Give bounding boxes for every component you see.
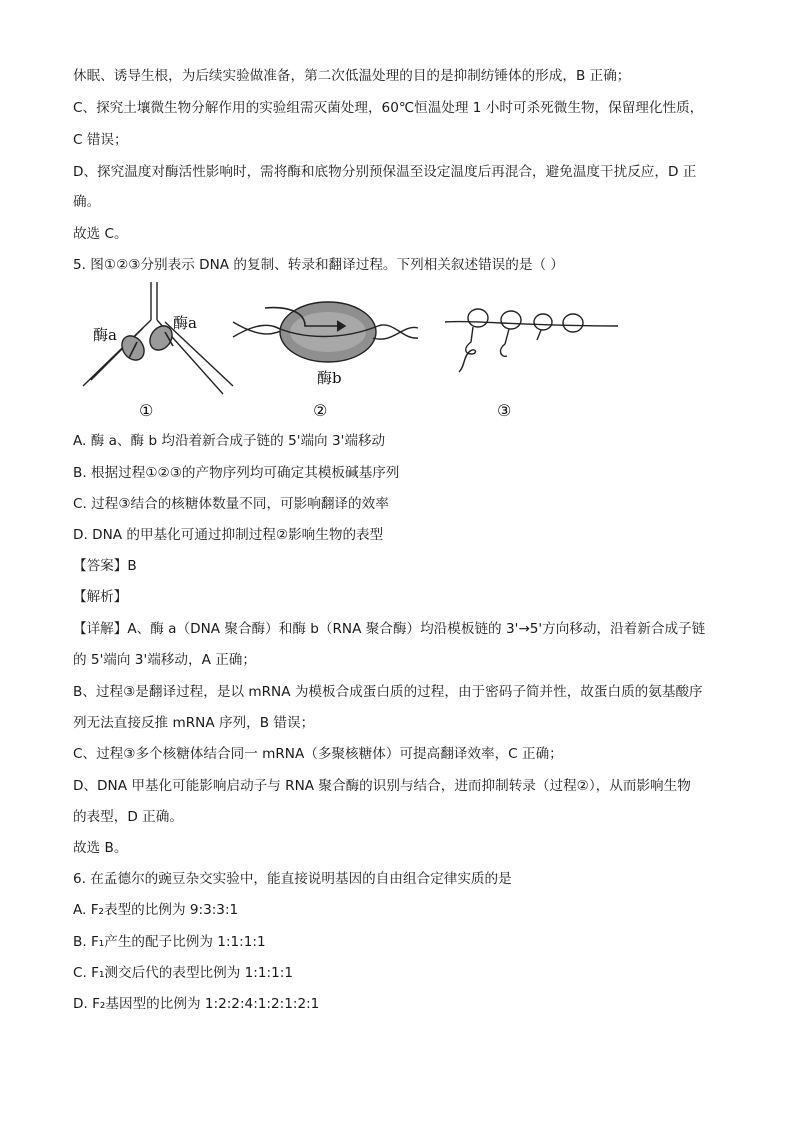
text-line: C 错误； [73, 132, 128, 148]
option-5a: A. 酶 a、酶 b 均沿着新合成子链的 5'端向 3'端移动 [73, 433, 386, 449]
question-6-stem: 6. 在孟德尔的豌豆杂交实验中，能直接说明基因的自由组合定律实质的是 [73, 871, 512, 887]
text-line: C、探究土壤微生物分解作用的实验组需灭菌处理，60℃恒温处理 1 小时可杀死微生物，保留理化性质， [73, 100, 704, 116]
analysis-line: C、过程③多个核糖体结合同一 mRNA（多聚核糖体）可提高翻译效率，C 正确； [73, 746, 563, 762]
question-5-stem: 5. 图①②③分别表示 DNA 的复制、转录和翻译过程。下列相关叙述错误的是（ ） [73, 257, 564, 273]
analysis-line: 故选 B。 [73, 840, 128, 856]
text-line: 休眠、诱导生根，为后续实验做准备，第二次低温处理的目的是抑制纺锤体的形成，B 正确； [73, 68, 631, 84]
option-5d: D. DNA 的甲基化可通过抑制过程②影响生物的表型 [73, 527, 384, 543]
analysis-line: B、过程③是翻译过程，是以 mRNA 为模板合成蛋白质的过程，由于密码子简并性，故蛋白质的氨基酸序 [73, 684, 703, 700]
option-5b: B. 根据过程①②③的产物序列均可确定其模板碱基序列 [73, 465, 400, 481]
analysis-line: 的表型，D 正确。 [73, 809, 183, 825]
text-line: 确。 [73, 194, 101, 210]
analysis-line: D、DNA 甲基化可能影响启动子与 RNA 聚合酶的识别与结合，进而抑制转录（过程②），从而影响生物 [73, 778, 691, 794]
option-6b: B. F₁产生的配子比例为 1:1:1:1 [73, 934, 266, 950]
figure-number-3: ③ [497, 401, 512, 420]
enzyme-a-right-label: 酶a [173, 314, 197, 332]
option-5c: C. 过程③结合的核糖体数量不同，可影响翻译的效率 [73, 496, 389, 512]
text-line: 故选 C。 [73, 226, 128, 242]
analysis-line: 列无法直接反推 mRNA 序列，B 错误； [73, 715, 315, 731]
figure-number-1: ① [139, 401, 154, 420]
dna-process-figure [73, 282, 633, 427]
enzyme-a-left-label: 酶a [93, 326, 117, 344]
dna-process-diagram [73, 282, 633, 427]
option-6c: C. F₁测交后代的表型比例为 1:1:1:1 [73, 965, 293, 981]
analysis-line: 的 5'端向 3'端移动，A 正确； [73, 652, 256, 668]
text-line: D、探究温度对酶活性影响时，需将酶和底物分别预保温至设定温度后再混合，避免温度干扰反应，D 正 [73, 164, 697, 180]
option-6a: A. F₂表型的比例为 9:3:3:1 [73, 902, 239, 918]
option-6d: D. F₂基因型的比例为 1:2:2:4:1:2:1:2:1 [73, 996, 320, 1012]
translation-diagram [445, 309, 618, 372]
transcription-diagram [233, 302, 418, 362]
answer-label: 【答案】B [73, 558, 137, 574]
enzyme-b-label: 酶b [317, 369, 342, 387]
analysis-line: 【详解】A、酶 a（DNA 聚合酶）和酶 b（RNA 聚合酶）均沿模板链的 3'→5'方向移动，沿着新合成子链 [73, 621, 706, 637]
analysis-heading: 【解析】 [73, 589, 128, 605]
figure-number-2: ② [313, 401, 328, 420]
